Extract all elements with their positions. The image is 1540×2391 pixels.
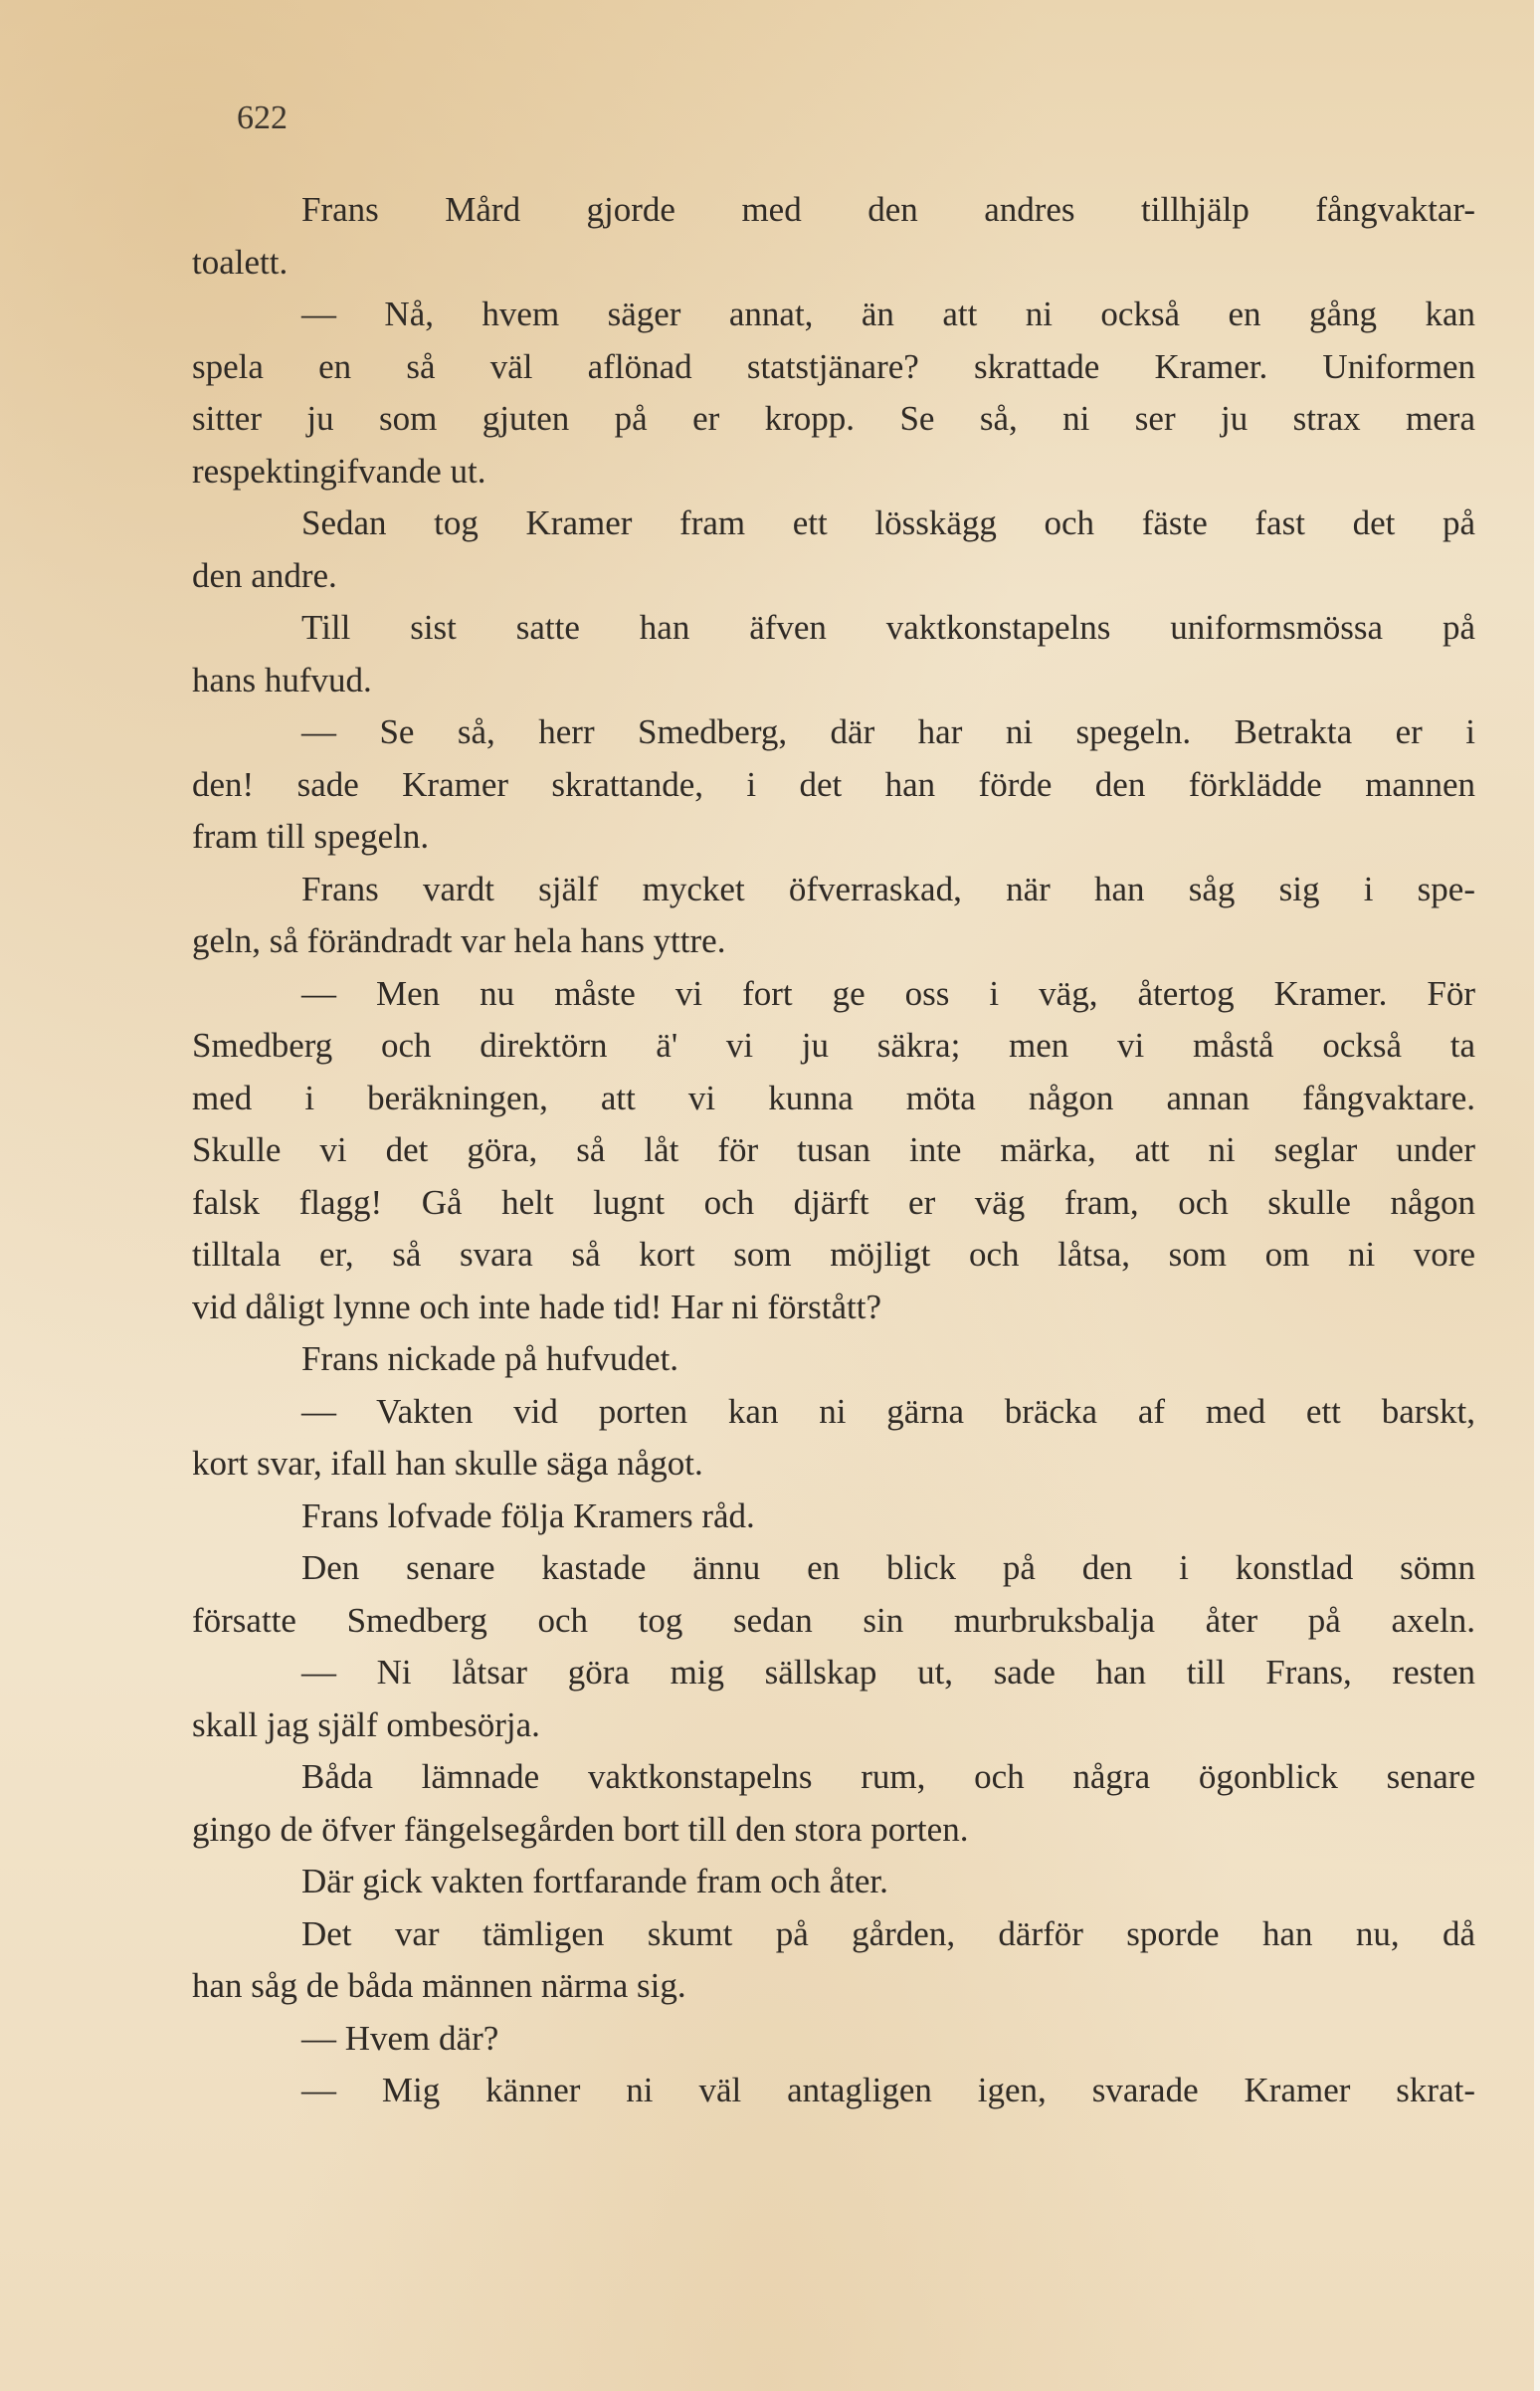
text-line: — Nå, hvem säger annat, än att ni också en gång kan [301, 295, 1475, 333]
text-line: — Hvem där? [301, 2018, 499, 2058]
body-text [192, 184, 1475, 2117]
text-line: Sedan tog Kramer fram ett lösskägg och fäste fast det på [301, 503, 1475, 542]
text-line: — Men nu måste vi fort ge oss i väg, återtog Kramer. För [301, 973, 1475, 1013]
text-line: försatte Smedberg och tog sedan sin murbruksbalja åter på axeln. [192, 1600, 1475, 1640]
text-line: Smedberg och direktörn ä' vi ju säkra; men vi måstå också ta [192, 1026, 1475, 1065]
text-line: falsk flagg! Gå helt lugnt och djärft er väg fram, och skulle någon [192, 1182, 1475, 1222]
text-line: Där gick vakten fortfarande fram och åter. [301, 1862, 888, 1900]
text-line: — Ni låtsar göra mig sällskap ut, sade han till Frans, resten [301, 1653, 1475, 1692]
text-line: Skulle vi det göra, så låt för tusan inte märka, att ni seglar under [192, 1130, 1475, 1169]
text-line: han såg de båda männen närma sig. [192, 1966, 686, 2005]
text-line: geln, så förändradt var hela hans yttre. [192, 921, 726, 960]
text-line: Den senare kastade ännu en blick på den i konstlad sömn [301, 1548, 1475, 1587]
text-line: den! sade Kramer skrattande, i det han förde den förklädde mannen [192, 764, 1475, 804]
text-line: — Se så, herr Smedberg, där har ni spegeln. Betrakta er i [301, 712, 1475, 751]
text-line: sitter ju som gjuten på er kropp. Se så, ni ser ju strax mera [192, 399, 1475, 438]
text-line: skall jag själf ombesörja. [192, 1704, 540, 1744]
text-line: Frans Mård gjorde med den andres tillhjälp fångvaktar- [301, 190, 1475, 229]
text-line: — Mig känner ni väl antagligen igen, svarade Kramer skrat- [301, 2071, 1475, 2109]
text-line: den andre. [192, 555, 337, 595]
text-line: kort svar, ifall han skulle säga något. [192, 1444, 703, 1483]
text-line: — Vakten vid porten kan ni gärna bräcka af med ett barskt, [301, 1391, 1475, 1431]
text-line: Det var tämligen skumt på gården, därför sporde han nu, då [301, 1913, 1475, 1953]
page-number: 622 [237, 100, 288, 136]
text-line: Frans lofvade följa Kramers råd. [301, 1495, 755, 1535]
text-line: spela en så väl aflönad statstjänare? skrattade Kramer. Uniformen [192, 346, 1475, 386]
text-line: Båda lämnade vaktkonstapelns rum, och några ögonblick senare [301, 1757, 1475, 1796]
text-line: respektingifvande ut. [192, 451, 486, 491]
text-line: Frans vardt själf mycket öfverraskad, när han såg sig i spe- [301, 869, 1475, 908]
text-line: toalett. [192, 242, 289, 282]
text-line: fram till spegeln. [192, 817, 430, 856]
text-line: gingo de öfver fängelsegården bort till den stora porten. [192, 1809, 969, 1849]
page-edge [1534, 0, 1540, 2391]
text-line: vid dåligt lynne och inte hade tid! Har ni förstått? [192, 1287, 881, 1326]
text-line: hans hufvud. [192, 660, 372, 699]
text-line: tilltala er, så svara så kort som möjligt och låtsa, som om ni vore [192, 1235, 1475, 1274]
text-line: Till sist satte han äfven vaktkonstapelns uniformsmössa på [301, 608, 1475, 647]
text-line: Frans nickade på hufvudet. [301, 1339, 679, 1378]
text-line: med i beräkningen, att vi kunna möta någon annan fångvaktare. [192, 1078, 1475, 1117]
